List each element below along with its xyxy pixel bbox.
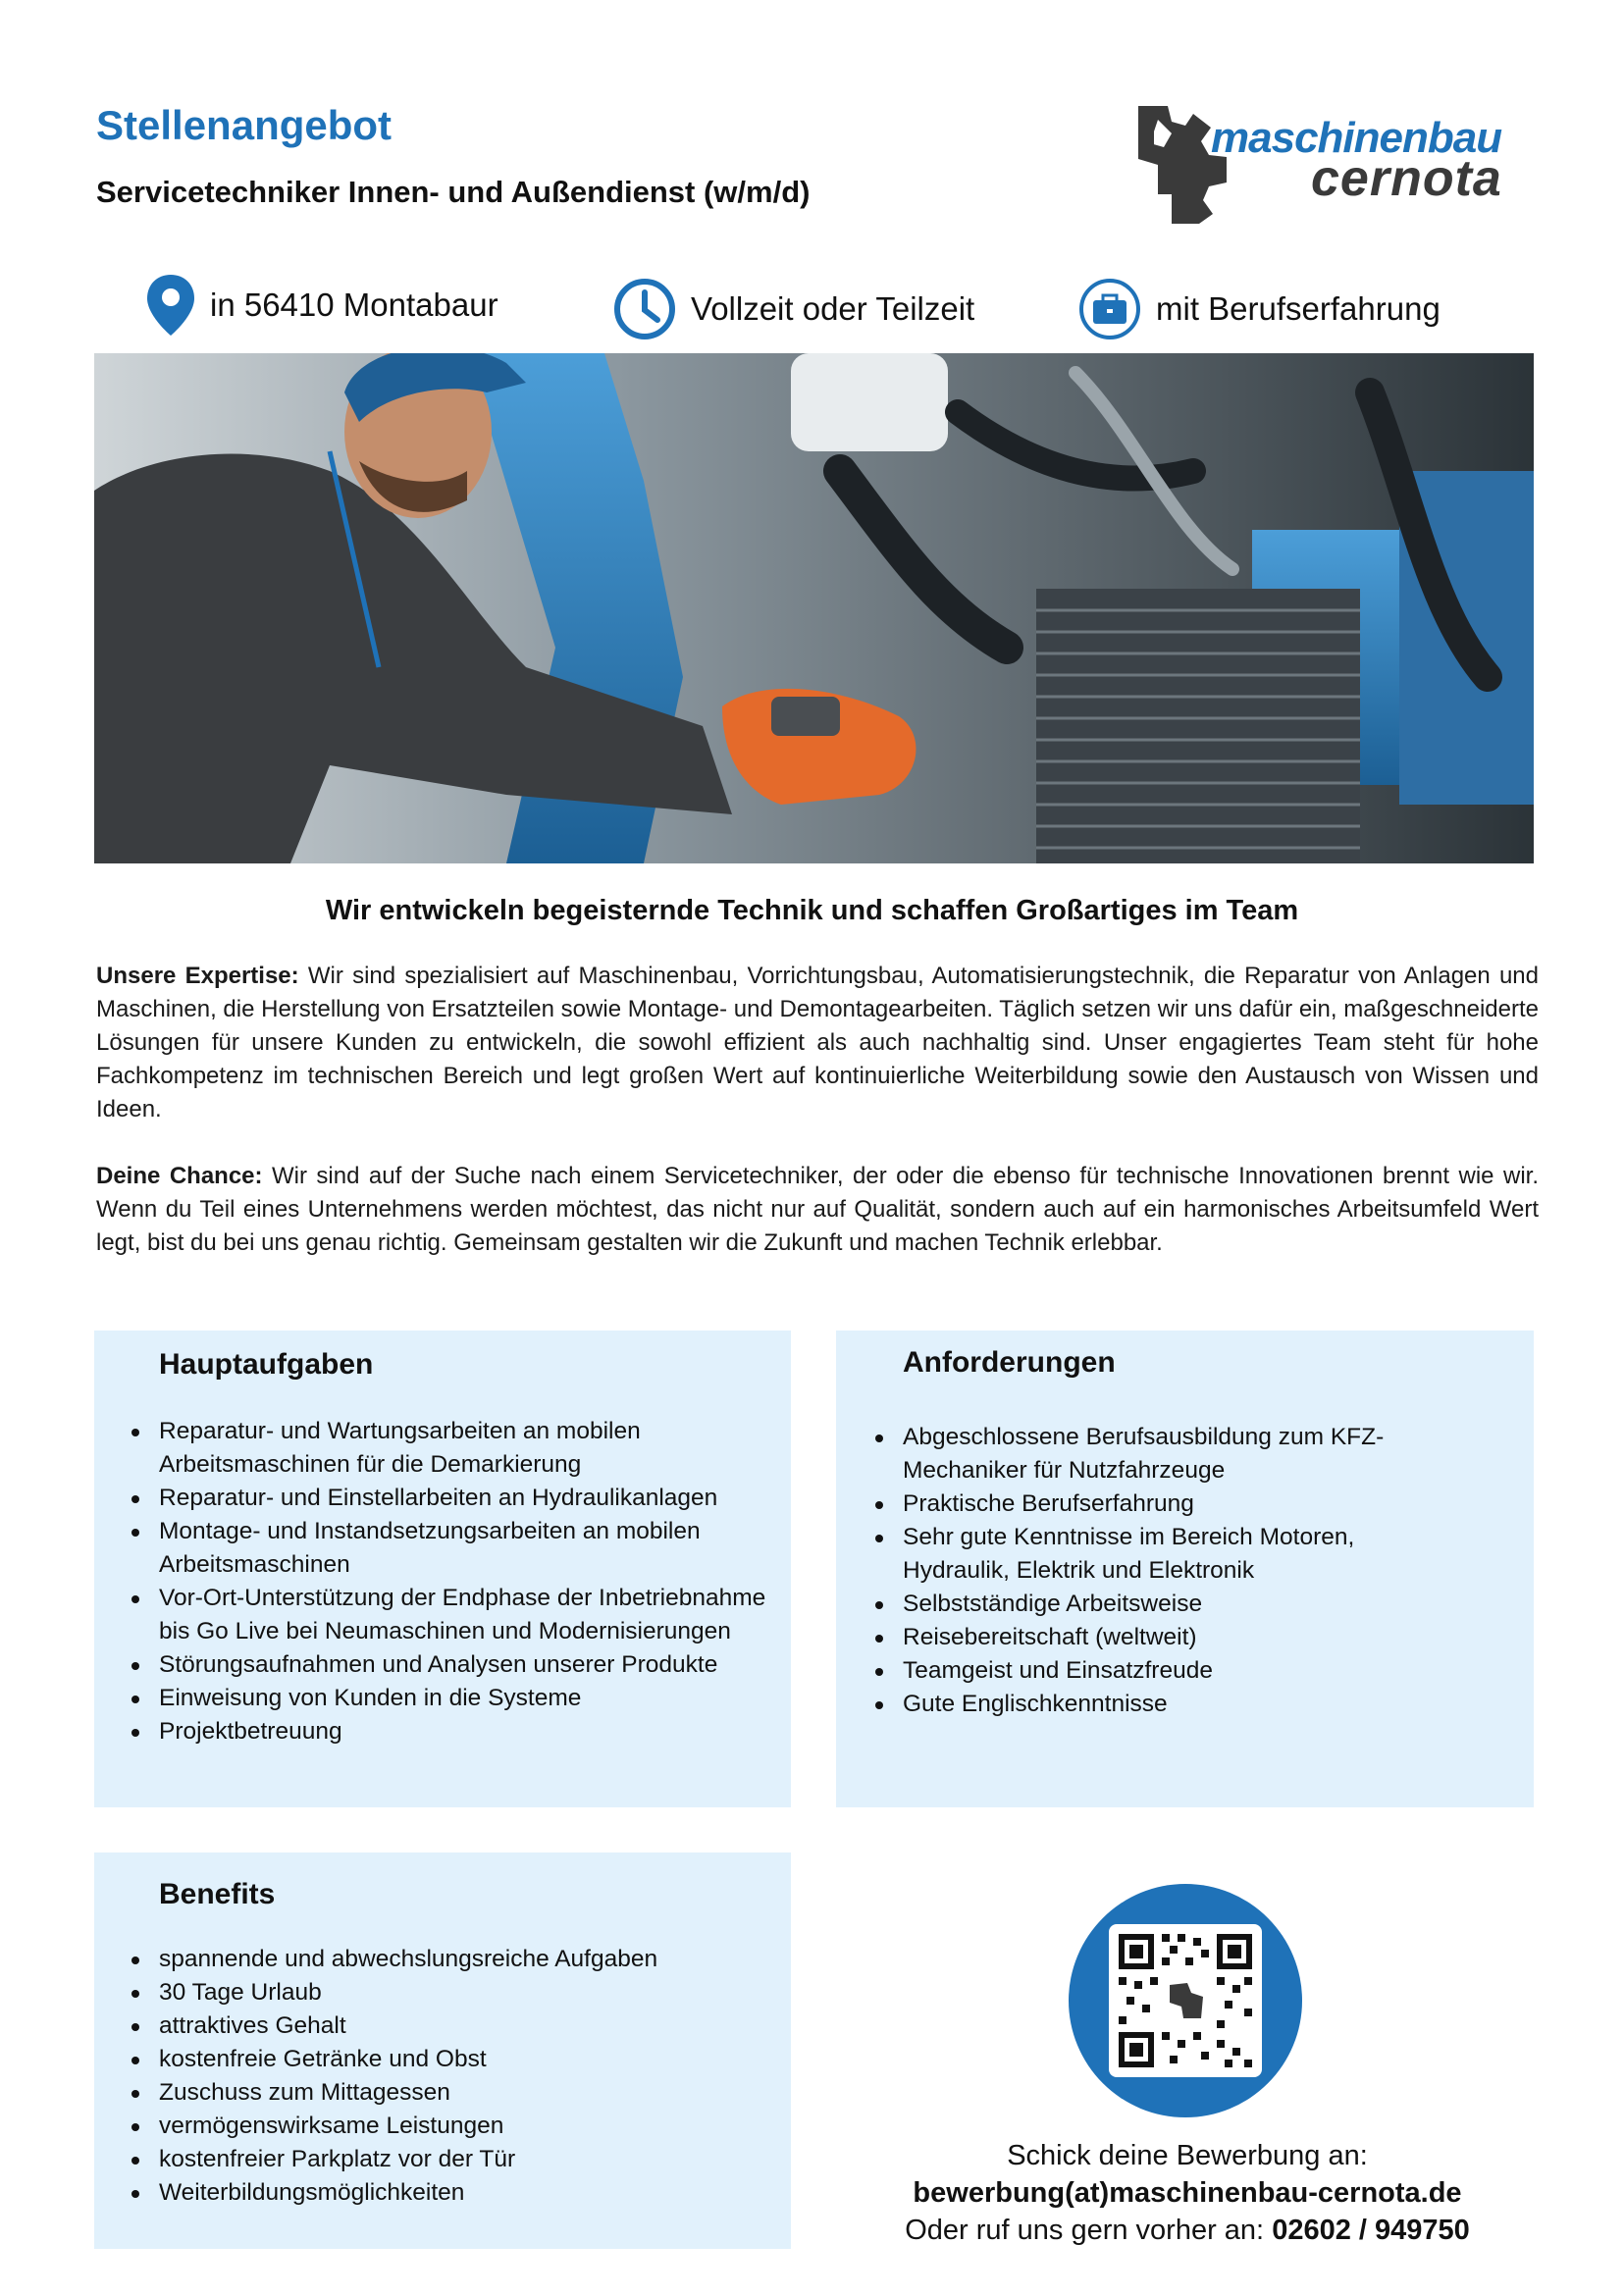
requirements-title: Anforderungen	[903, 1346, 1116, 1379]
list-item: kostenfreier Parkplatz vor der Tür	[128, 2143, 791, 2176]
list-item: Reparatur- und Wartungsarbeiten an mobilen Arbeitsmaschinen für die Demarkierung	[128, 1415, 791, 1482]
requirements-box	[836, 1331, 1534, 1807]
fact-location	[145, 273, 498, 338]
fact-hours	[612, 277, 974, 341]
list-item: Sehr gute Kenntnisse im Bereich Motoren, Hydraulik, Elektrik und Elektronik	[871, 1521, 1421, 1588]
list-item: Vor-Ort-Unterstützung der Endphase der Inbetriebnahme bis Go Live bei Neumaschinen und Modernisierungen	[128, 1582, 791, 1648]
company-logo	[1128, 100, 1541, 228]
list-item: vermögenswirksame Leistungen	[128, 2110, 791, 2143]
list-item: Weiterbildungsmöglichkeiten	[128, 2176, 791, 2210]
list-item: Gute Englischkenntnisse	[871, 1688, 1421, 1721]
list-item: Reisebereitschaft (weltweit)	[871, 1621, 1421, 1654]
list-item: Projektbetreuung	[128, 1715, 791, 1748]
qr-code-badge[interactable]	[1069, 1884, 1302, 2117]
clock-icon	[612, 277, 677, 341]
list-item: Einweisung von Kunden in die Systeme	[128, 1682, 791, 1715]
list-item: Selbstständige Arbeitsweise	[871, 1588, 1421, 1621]
list-item: Störungsaufnahmen und Analysen unserer Produkte	[128, 1648, 791, 1682]
list-item: 30 Tage Urlaub	[128, 1976, 791, 2009]
job-title: Servicetechniker Innen- und Außendienst (w/m/d)	[96, 175, 811, 209]
contact-phone[interactable]: 02602 / 949750	[1272, 2215, 1470, 2246]
qr-code[interactable]	[1109, 1924, 1262, 2077]
tasks-list	[128, 1415, 791, 1748]
list-item: Abgeschlossene Berufsausbildung zum KFZ-Mechaniker für Nutzfahrzeuge	[871, 1421, 1421, 1487]
contact-block	[834, 2137, 1541, 2249]
technician-photo	[94, 353, 1534, 863]
benefits-box	[94, 1852, 791, 2249]
page-title: Stellenangebot	[96, 102, 393, 148]
benefits-title: Benefits	[159, 1878, 276, 1910]
requirements-list	[871, 1421, 1421, 1721]
briefcase-icon	[1077, 277, 1142, 341]
list-item: Teamgeist und Einsatzfreude	[871, 1654, 1421, 1688]
list-item: Reparatur- und Einstellarbeiten an Hydraulikanlagen	[128, 1482, 791, 1515]
list-item: Montage- und Instandsetzungsarbeiten an mobilen Arbeitsmaschinen	[128, 1515, 791, 1582]
chance-text: Wir sind auf der Suche nach einem Servicetechniker, der oder die ebenso für technische Innovationen brennt wie wir. Wenn du Teil eines Unternehmens werden möchtest, das nicht nur auf Qualität, sondern auch auf ein harmonisches Arbeitsumfeld Wert legt, bist du bei uns genau richtig. Gemeinsam gestalten wir die Zukunft und machen Technik erlebbar.	[96, 1163, 1539, 1256]
expertise-paragraph	[96, 960, 1539, 1126]
location-pin-icon	[145, 273, 196, 338]
chance-paragraph	[96, 1160, 1539, 1260]
list-item: kostenfreie Getränke und Obst	[128, 2043, 791, 2076]
list-item: spannende und abwechslungsreiche Aufgaben	[128, 1943, 791, 1976]
fact-experience-text: mit Berufserfahrung	[1156, 290, 1441, 327]
logo-text-secondary: cernota	[1311, 150, 1502, 207]
list-item: attraktives Gehalt	[128, 2009, 791, 2043]
fact-hours-text: Vollzeit oder Teilzeit	[691, 290, 975, 327]
chance-label: Deine Chance:	[96, 1163, 263, 1189]
tasks-title: Hauptaufgaben	[159, 1348, 374, 1381]
tasks-box	[94, 1331, 791, 1807]
contact-phone-prefix: Oder ruf uns gern vorher an:	[905, 2215, 1273, 2246]
qr-code-icon	[1109, 1924, 1262, 2077]
contact-email[interactable]: bewerbung(at)maschinenbau-cernota.de	[913, 2177, 1462, 2209]
list-item: Zuschuss zum Mittagessen	[128, 2076, 791, 2110]
list-item: Praktische Berufserfahrung	[871, 1487, 1421, 1521]
fact-location-text: in 56410 Montabaur	[210, 287, 498, 323]
key-facts	[0, 273, 1624, 347]
benefits-list	[128, 1943, 791, 2210]
expertise-text: Wir sind spezialisiert auf Maschinenbau, Vorrichtungsbau, Automatisierungstechnik, die Reparatur von Anlagen und Maschinen, die Herstellung von Ersatzteilen sowie Montage- und Demontagearbeiten. Täglich setzen wir uns dafür ein, maßgeschneiderte Lösungen für unsere Kunden zu entwickeln, die sowohl effizient als auch nachhaltig sind. Unser engagiertes Team steht für hohe Fachkompetenz im technischen Bereich und legt großen Wert auf kontinuierliche Weiterbildung sowie den Austausch von Wissen und Ideen.	[96, 963, 1539, 1122]
header	[96, 102, 810, 210]
expertise-label: Unsere Expertise:	[96, 963, 299, 989]
logo-text-primary: maschinenbau	[1211, 114, 1502, 162]
contact-intro: Schick deine Bewerbung an:	[1007, 2140, 1368, 2171]
tagline: Wir entwickeln begeisternde Technik und schaffen Großartiges im Team	[325, 895, 1299, 926]
fact-experience	[1077, 277, 1441, 341]
contact-phone-line	[834, 2212, 1541, 2249]
